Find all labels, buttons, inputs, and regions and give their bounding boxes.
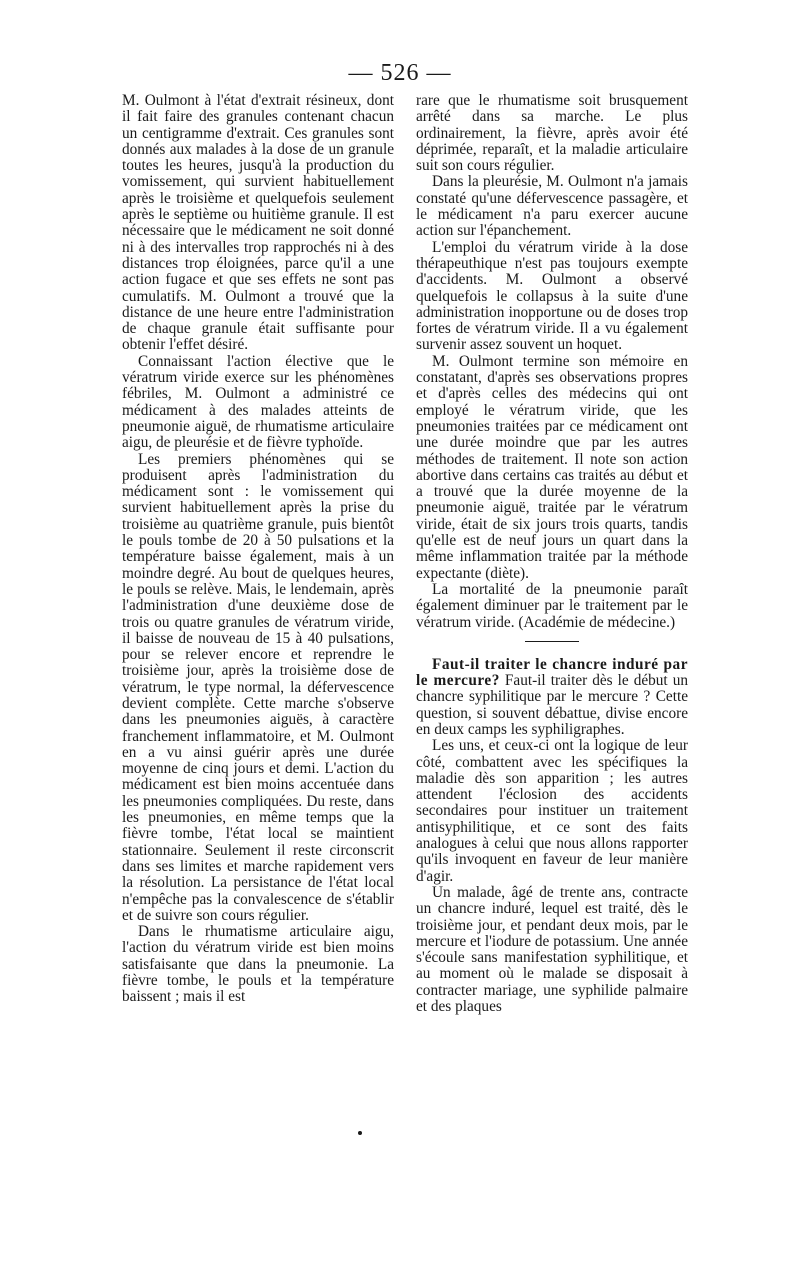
paragraph: Les uns, et ceux-ci ont la logique de leur côté, combattent avec les spécifiques la maladie dès son apparition ; les autres attendent l'éclosion des accidents secondaires pour instituer un traitement antisyphilitique, et ce sont des faits analogues à celui que nous allons rapporter qu'ils invoquent en faveur de leur manière d'agir. (416, 737, 688, 885)
paragraph: Connaissant l'action élective que le vératrum viride exerce sur les phénomènes fébriles, M. Oulmont a administré ce médicament à des malades atteints de pneumonie aiguë, de rhumatisme articulaire aigu, de pleurésie et de fièvre typhoïde. (122, 352, 394, 452)
paragraph: M. Oulmont termine son mémoire en constatant, d'après ses observations propres et d'après celles des médecins qui ont employé le vératrum viride, que les pneumonies traitées par ce médicament ont une durée moindre que par les autres méthodes de traitement. Il note son action abortive dans certains cas traités au début et a trouvé que la durée moyenne de la pneumonie aiguë, traitée par le vératrum viride, était de six jours trois quarts, tandis qu'elle est de neuf jours un quart dans la même inflammation traitée par la méthode expectante (diète). (416, 352, 688, 582)
page-number: — 526 — (348, 60, 452, 86)
paragraph: M. Oulmont à l'état d'extrait résineux, dont il fait faire des granules contenant chacun un centigramme d'extrait. Ces granules sont donnés aux malades à la dose de un granule toutes les heures, jusqu'à la production du vomissement, qui survient habituellement après le troisième et quelquefois seulement après le septième ou huitième granule. Il est nécessaire que le médicament ne soit donné ni à des intervalles trop rapprochés ni à des distances trop éloignées, parce qu'il a une action fugace et que ses effets ne sont pas cumulatifs. M. Oulmont a trouvé que la distance de une heure entre l'administration de chaque granule était suffisante pour obtenir l'effet désiré. (122, 92, 394, 354)
paragraph: Dans le rhumatisme articulaire aigu, l'action du vératrum viride est bien moins satisfaisante que dans la pneumonie. La fièvre tombe, le pouls et la température baissent ; mais il est (122, 923, 394, 1006)
section-lead-text: Faut-il traiter dès le début un chancre syphilitique par le mercure ? Cette question, si souvent débattue, divise encore en deux camps les syphiligraphes. (416, 672, 689, 738)
paragraph: Dans la pleurésie, M. Oulmont n'a jamais constaté qu'une défervescence passagère, et le médicament n'a paru exercer aucune action sur l'épanchement. (416, 173, 688, 240)
section-lead-paragraph (416, 657, 688, 738)
printer-mark (358, 1131, 362, 1135)
paragraph: La mortalité de la pneumonie paraît également diminuer par le traitement par le vératrum viride. (Académie de médecine.) (416, 580, 688, 631)
paragraph: L'emploi du vératrum viride à la dose thérapeuthique n'est pas toujours exempte d'accidents. M. Oulmont a observé quelquefois le collapsus à la suite d'une administration inopportune ou de doses trop fortes de vératrum viride. Il a vu également survenir assez souvent un hoquet. (416, 238, 688, 354)
section-heading: Faut-il traiter le chancre induré par le mercure? (416, 655, 688, 690)
paragraph: Un malade, âgé de trente ans, contracte un chancre induré, lequel est traité, dès le troisième jour, et pendant deux mois, par le mercure et l'iodure de potassium. Une année s'écoule sans manifestation syphilitique, et au moment où le malade se disposait à contracter mariage, une syphilide palmaire et des plaques (416, 883, 688, 1016)
paragraph: Les premiers phénomènes qui se produisent après l'administration du médicament sont : le vomissement qui survient habituellement après la prise du troisième au quatrième granule, puis bientôt le pouls tombe de 20 à 50 pulsations et la température baisse également, mais à un moindre degré. Au bout de quelques heures, le pouls se relève. Mais, le lendemain, après l'administration d'une deuxième dose de trois ou quatre granules de vératrum viride, il baisse de nouveau de 15 à 40 pulsations, pour se relever encore et reprendre le troisième jour, après la troisième dose de vératrum, le type normal, la défervescence devient complète. Cette marche s'observe dans les pneumonies aiguës, à caractère franchement inflammatoire, et M. Oulmont en a vu ainsi guérir après une durée moyenne de cinq jours et demi. L'action du médicament est bien moins accentuée dans les pneumonies compliquées. Du reste, dans les pneumonies, en même temps que la fièvre tombe, l'état local se maintient stationnaire. Seulement il reste circonscrit dans ses limites et marche rapidement vers la résolution. La persistance de l'état local n'empêche pas la convalescence de s'établir et de suivre son cours régulier. (122, 450, 394, 924)
section-divider (525, 641, 579, 642)
right-column (416, 93, 688, 1015)
left-column (122, 93, 394, 1006)
paragraph: rare que le rhumatisme soit brusquement arrêté dans sa marche. Le plus ordinairement, la fièvre, après avoir été déprimée, reparaît, et la maladie articulaire suit son cours régulier. (416, 92, 688, 175)
